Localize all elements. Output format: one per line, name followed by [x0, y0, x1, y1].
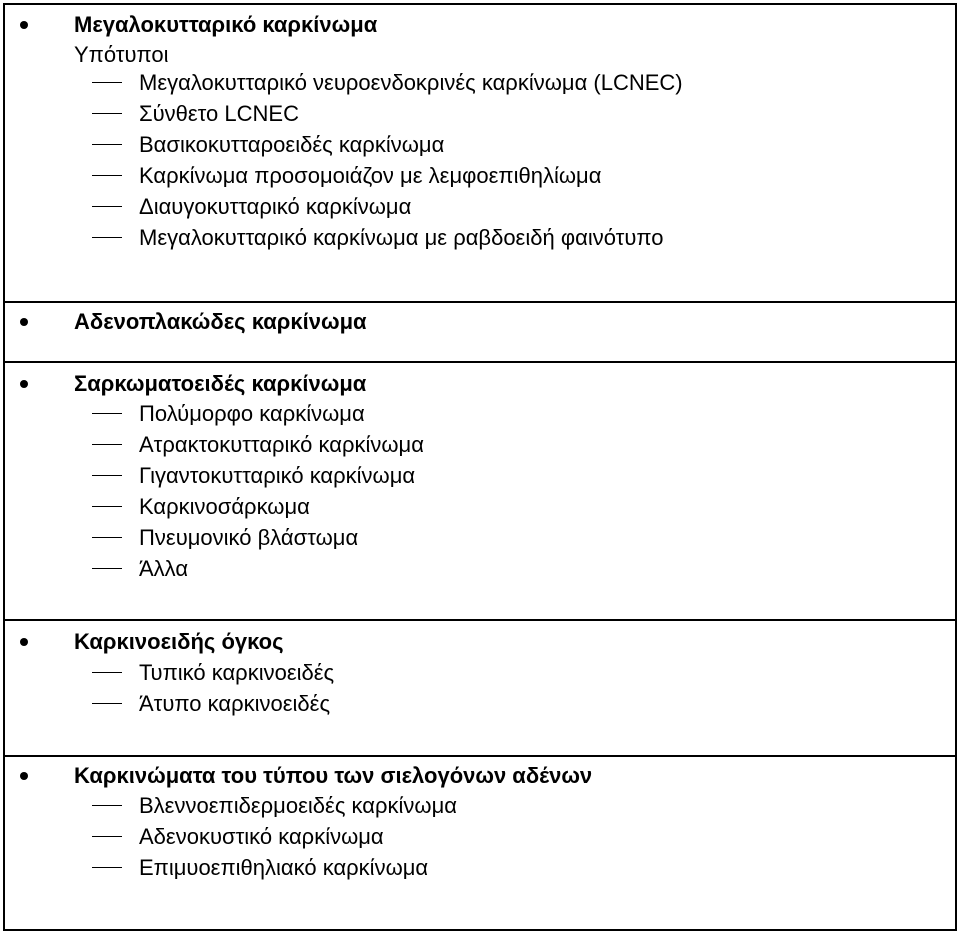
dash-icon: [92, 237, 122, 238]
table-row: [5, 757, 955, 931]
list-item: [5, 658, 955, 688]
dash-icon: [92, 703, 122, 704]
list-item: [5, 853, 955, 883]
section-heading: Σαρκωματοειδές καρκίνωμα: [74, 371, 367, 396]
list-item-label: Πολύμορφο καρκίνωμα: [139, 401, 365, 426]
list-item-label: Ατρακτοκυτταρικό καρκίνωμα: [139, 432, 424, 457]
list-item: [5, 161, 955, 191]
dash-icon: [92, 113, 122, 114]
bullet-icon: [20, 772, 28, 780]
list-item-label: Πνευμονικό βλάστωμα: [139, 525, 359, 550]
list-item-label: Τυπικό καρκινοειδές: [139, 660, 335, 685]
list-item: [5, 822, 955, 852]
table-row: [5, 621, 955, 757]
list-item-label: Άλλα: [139, 556, 189, 581]
list-item: [5, 68, 955, 98]
bullet-icon: [20, 21, 28, 29]
list-item: [5, 223, 955, 253]
table-row: [5, 5, 955, 303]
list-item-label: Γιγαντοκυτταρικό καρκίνωμα: [139, 463, 416, 488]
dash-icon: [92, 568, 122, 569]
dash-icon: [92, 444, 122, 445]
list-item-label: Διαυγοκυτταρικό καρκίνωμα: [139, 194, 412, 219]
list-item-label: Επιμυοεπιθηλιακό καρκίνωμα: [139, 855, 429, 880]
table-row: [5, 363, 955, 621]
table-row: [5, 303, 955, 363]
list-item: [5, 554, 955, 584]
dash-icon: [92, 867, 122, 868]
list-item: [5, 461, 955, 491]
list-item: [5, 523, 955, 553]
dash-icon: [92, 413, 122, 414]
list-item-label: Μεγαλοκυτταρικό καρκίνωμα με ραβδοειδή φαινότυπο: [139, 225, 664, 250]
bullet-icon: [20, 638, 28, 646]
section-heading-line: [5, 369, 955, 399]
section-heading: Καρκινοειδής όγκος: [74, 629, 284, 654]
list-item: [5, 430, 955, 460]
list-item-label: Καρκίνωμα προσομοιάζον με λεμφοεπιθηλίωμα: [139, 163, 602, 188]
dash-icon: [92, 506, 122, 507]
list-item: [5, 492, 955, 522]
section-heading: Μεγαλοκυτταρικό καρκίνωμα: [74, 12, 378, 37]
list-item-label: Βλεννοεπιδερμοειδές καρκίνωμα: [139, 793, 457, 818]
dash-icon: [92, 672, 122, 673]
section-subheading: Υπότυποι: [74, 42, 169, 67]
bullet-icon: [20, 318, 28, 326]
classification-table: [3, 3, 957, 931]
dash-icon: [92, 82, 122, 83]
section-heading-line: [5, 627, 955, 657]
list-item-label: Σύνθετο LCNEC: [139, 101, 299, 126]
list-item: [5, 791, 955, 821]
bullet-icon: [20, 380, 28, 388]
list-item-label: Μεγαλοκυτταρικό νευροενδοκρινές καρκίνωμα (LCNEC): [139, 70, 683, 95]
list-item-label: Αδενοκυστικό καρκίνωμα: [139, 824, 384, 849]
list-item: [5, 689, 955, 719]
section-heading: Καρκινώματα του τύπου των σιελογόνων αδένων: [74, 763, 593, 788]
list-item-label: Βασικοκυτταροειδές καρκίνωμα: [139, 132, 445, 157]
dash-icon: [92, 175, 122, 176]
list-item-label: Καρκινοσάρκωμα: [139, 494, 310, 519]
list-item-label: Άτυπο καρκινοειδές: [139, 691, 331, 716]
dash-icon: [92, 206, 122, 207]
list-item: [5, 192, 955, 222]
dash-icon: [92, 836, 122, 837]
section-heading-line: [5, 307, 955, 337]
dash-icon: [92, 144, 122, 145]
list-item: [5, 399, 955, 429]
section-heading-line: [5, 761, 955, 791]
section-heading-line: [5, 10, 955, 40]
dash-icon: [92, 805, 122, 806]
dash-icon: [92, 475, 122, 476]
list-item: [5, 99, 955, 129]
dash-icon: [92, 537, 122, 538]
section-heading: Αδενοπλακώδες καρκίνωμα: [74, 309, 367, 334]
list-item: [5, 130, 955, 160]
